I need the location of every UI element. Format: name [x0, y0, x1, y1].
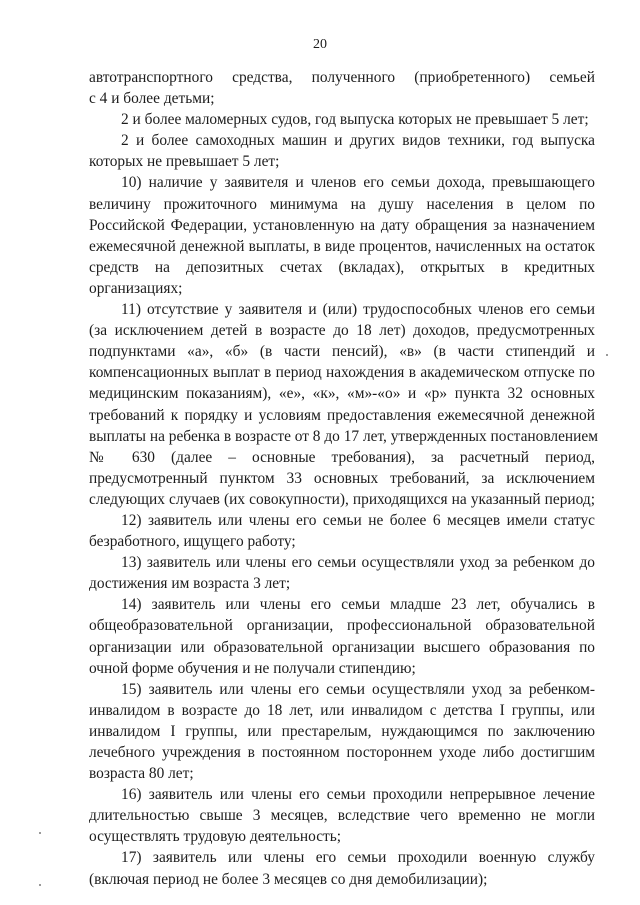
text-line: осуществлять трудовую деятельность;: [89, 828, 342, 846]
text-line: 13) заявитель или члены его семьи осуществляли уход за ребенком до: [121, 554, 595, 572]
text-line: медицинским показаниям), «е», «к», «м»-«о» и «р» пункта 32 основных: [89, 385, 595, 403]
text-line: следующих случаев (их совокупности), приходящихся на указанный период;: [89, 490, 595, 508]
text-line: предусмотренный пунктом 33 основных требований, за исключением: [89, 469, 595, 487]
text-line: компенсационных выплат в период нахождения в академическом отпуске по: [89, 364, 595, 382]
text-line: ежемесячной денежной выплаты, в виде процентов, начисленных на остаток: [89, 237, 595, 255]
margin-mark: [39, 884, 41, 886]
text-line: выплаты на ребенка в возрасте от 8 до 17 лет, утвержденных постановлением: [89, 427, 598, 445]
margin-mark: [606, 354, 608, 356]
text-line: величину прожиточного минимума на душу населения в целом по: [89, 195, 595, 213]
text-line: 14) заявитель или члены его семьи младше 23 лет, обучались в: [121, 596, 595, 614]
text-line: общеобразовательной организации, профессиональной образовательной: [89, 617, 595, 635]
text-line: 17) заявитель или члены его семьи проходили военную службу: [121, 849, 595, 867]
text-line: организации или образовательной организации высшего образования по: [89, 638, 595, 656]
margin-mark: [39, 832, 41, 834]
text-line: Российской Федерации, установленную на дату обращения за назначением: [89, 216, 595, 234]
text-line: № 630 (далее – основные требования), за расчетный период,: [89, 448, 595, 466]
text-line: возраста 80 лет;: [89, 765, 194, 783]
text-line: 2 и более самоходных машин и других видов техники, год выпуска: [121, 132, 595, 150]
text-line: автотранспортного средства, полученного (приобретенного) семьей: [89, 69, 595, 86]
document-body: [89, 67, 598, 890]
text-line: лечебного учреждения в постоянном постороннем уходе либо достигшим: [89, 744, 595, 761]
text-line: 11) отсутствие у заявителя и (или) трудоспособных членов его семьи: [121, 301, 595, 319]
text-line: очной форме обучения и не получали стипендию;: [89, 659, 416, 677]
text-line: инвалидом I группы, или престарелым, нуждающимся по заключению: [89, 722, 595, 740]
text-line: 16) заявитель или члены его семьи проходили непрерывное лечение: [121, 786, 595, 804]
text-line: (включая период не более 3 месяцев со дня демобилизации);: [89, 870, 488, 888]
text-line: требований к порядку и условиям предоставления ежемесячной денежной: [89, 406, 595, 424]
text-line: 10) наличие у заявителя и членов его семьи дохода, превышающего: [121, 174, 595, 192]
text-line: 15) заявитель или члены его семьи осуществляли уход за ребенком-: [121, 680, 595, 698]
text-line: достижения им возраста 3 лет;: [89, 575, 291, 593]
text-line: с 4 и более детьми;: [89, 90, 215, 108]
text-line: длительностью свыше 3 месяцев, вследствие чего временно не могли: [89, 807, 595, 825]
text-line: инвалидом в возрасте до 18 лет, или инвалидом с детства I группы, или: [89, 701, 595, 719]
text-line: организациях;: [89, 279, 183, 297]
text-line: подпунктами «а», «б» (в части пенсий), «в» (в части стипендий и: [89, 343, 595, 361]
text-line: (за исключением детей в возрасте до 18 лет) доходов, предусмотренных: [89, 322, 595, 340]
text-line: 2 и более маломерных судов, год выпуска которых не превышает 5 лет;: [121, 111, 589, 129]
text-line: которых не превышает 5 лет;: [89, 153, 280, 171]
page-number: 20: [313, 37, 327, 52]
text-line: безработного, ищущего работу;: [89, 533, 296, 551]
text-line: 12) заявитель или члены его семьи не более 6 месяцев имели статус: [121, 511, 595, 529]
text-line: средств на депозитных счетах (вкладах), открытых в кредитных: [89, 258, 595, 276]
